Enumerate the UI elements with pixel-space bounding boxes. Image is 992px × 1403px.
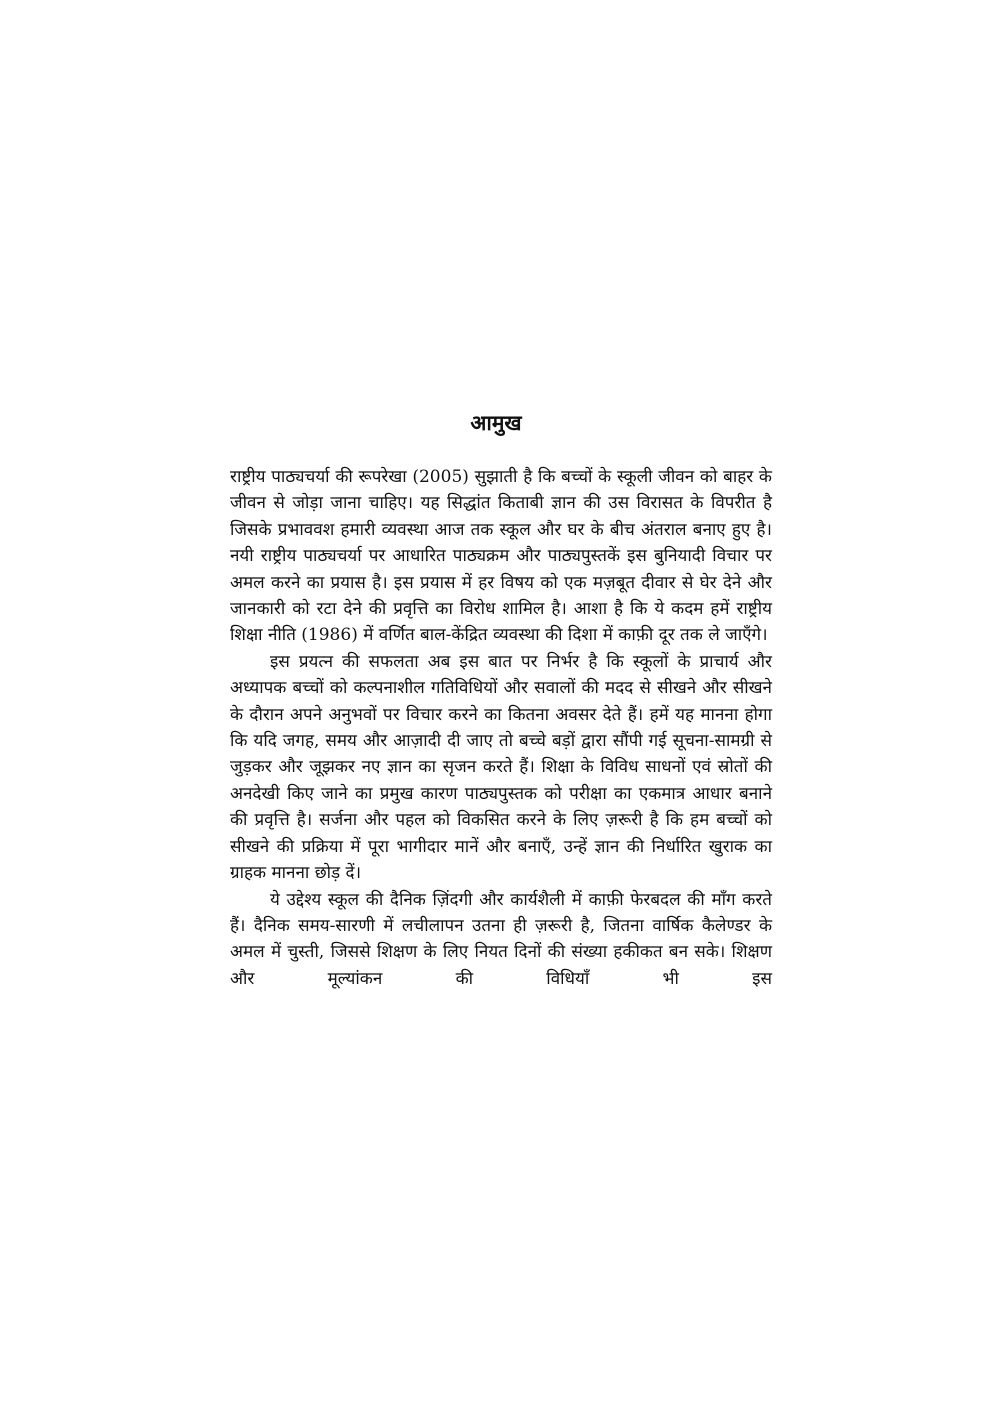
paragraph-1: राष्ट्रीय पाठ्यचर्या की रूपरेखा (2005) सुझाती है कि बच्चों के स्कूली जीवन को बाहर के जीवन से जोड़ा जाना चाहिए। यह सिद्धांत किताबी ज्ञान की उस विरासत के विपरीत है जिसके प्रभाववश हमारी व्यवस्था आज तक स्कूल और घर के बीच अंतराल बनाए हुए है। नयी राष्ट्रीय पाठ्यचर्या पर आधारित पाठ्यक्रम और पाठ्यपुस्तकें इस बुनियादी विचार पर अमल करने का प्रयास है। इस प्रयास में हर विषय को एक मज़बूत दीवार से घेर देने और जानकारी को रटा देने की प्रवृत्ति का विरोध शामिल है। आशा है कि ये कदम हमें राष्ट्रीय शिक्षा नीति (1986) में वर्णित बाल-केंद्रित व्यवस्था की दिशा में काफ़ी दूर तक ले जाएँगे। (230, 467, 772, 646)
page-title: आमुख (470, 411, 522, 435)
paragraph-2: इस प्रयत्न की सफलता अब इस बात पर निर्भर है कि स्कूलों के प्राचार्य और अध्यापक बच्चों को कल्पनाशील गतिविधियों और सवालों की मदद से सीखने और सीखने के दौरान अपने अनुभवों पर विचार करने का कितना अवसर देते हैं। हमें यह मानना होगा कि यदि जगह, समय और आज़ादी दी जाए तो बच्चे बड़ों द्वारा सौंपी गई सूचना-सामग्री से जुड़कर और जूझकर नए ज्ञान का सृजन करते हैं। शिक्षा के विविध साधनों एवं स्रोतों की अनदेखी किए जाने का प्रमुख कारण पाठ्यपुस्तक को परीक्षा का एकमात्र आधार बनाने की प्रवृत्ति है। सर्जना और पहल को विकसित करने के लिए ज़रूरी है कि हम बच्चों को सीखने की प्रक्रिया में पूरा भागीदार मानें और बनाएँ, उन्हें ज्ञान की निर्धारित खुराक का ग्राहक मानना छोड़ दें। (230, 651, 772, 884)
body-text (230, 464, 772, 992)
paragraph-3: ये उद्देश्य स्कूल की दैनिक ज़िंदगी और कार्यशैली में काफ़ी फेरबदल की माँग करते हैं। दैनिक समय-सारणी में लचीलापन उतना ही ज़रूरी है, जितना वार्षिक कैलेण्डर के अमल में चुस्ती, जिससे शिक्षण के लिए नियत दिनों की संख्या हकीकत बन सके। शिक्षण और मूल्यांकन की विधियाँ भी इस (230, 889, 772, 989)
